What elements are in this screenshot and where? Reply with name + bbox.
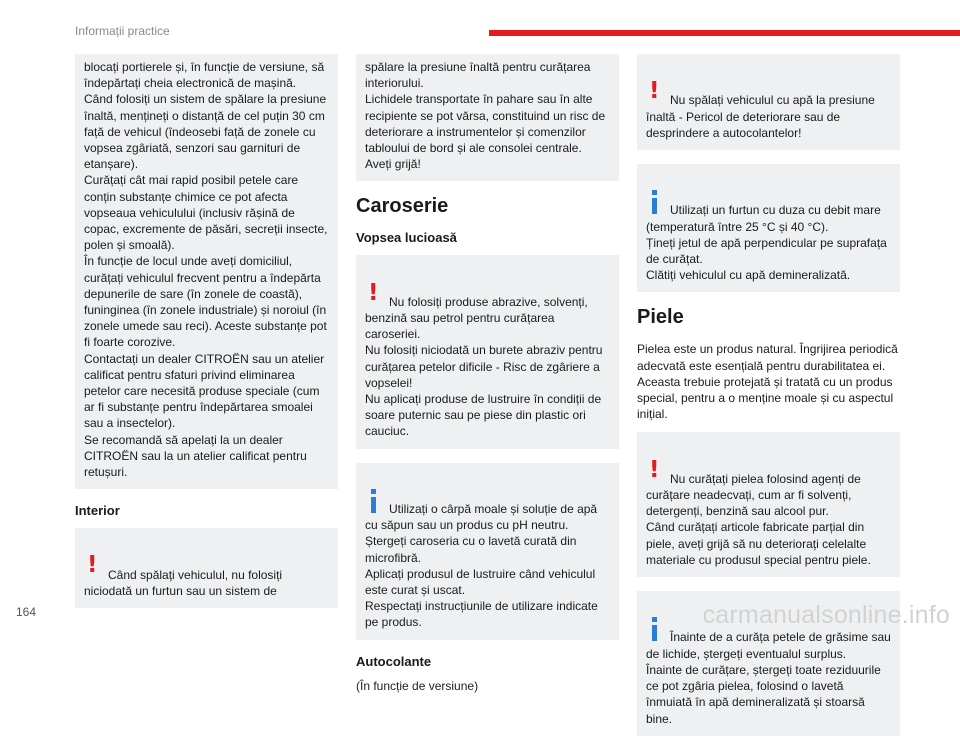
warning-icon: ! bbox=[649, 456, 660, 483]
section-title: Informații practice bbox=[75, 24, 170, 38]
warning-icon: ! bbox=[368, 279, 379, 306]
column-2 bbox=[356, 54, 619, 693]
watermark: carmanualsonline.info bbox=[702, 601, 950, 629]
piele-paragraph: Pielea este un produs natural. Îngrijirea periodică adecvată este esențială pentru durabilitatea ei. Aceasta trebuie protejată și tratată cu un produs special, pentru a o menține moale și cu aspectul inițial. bbox=[637, 342, 898, 422]
interior-warning-box bbox=[75, 528, 338, 608]
autocolante-info-text: Utilizați un furtun cu duza cu debit mare (temperatură între 25 °C și 40 °C). Țineți jetul de apă perpendicular pe suprafața de curățat. Clătiți vehiculul cu apă demineralizată. bbox=[646, 203, 887, 283]
vopsea-warning-text: Nu folosiți produse abrazive, solvenți, benzină sau petrol pentru curățarea caroseriei. Nu folosiți niciodată un burete abraziv pentru curățarea petelor dificile - Risc de zgâriere a vopselei! Nu aplicați produse de lustruire în condiții de soare puternic sau pe piese din plastic ori cauciuc. bbox=[365, 294, 603, 439]
caroserie-heading: Caroserie bbox=[356, 195, 449, 218]
interior-heading: Interior bbox=[75, 503, 120, 519]
column-1 bbox=[75, 54, 338, 622]
info-icon bbox=[646, 186, 670, 216]
autocolante-heading: Autocolante bbox=[356, 653, 432, 669]
info-icon bbox=[365, 485, 389, 515]
section-accent-bar bbox=[489, 30, 960, 36]
info-icon bbox=[646, 613, 670, 643]
piele-warning-text: Nu curățați pielea folosind agenți de curățare neadecvați, cum ar fi solvenți, detergenți, benzină sau alcool pur. Când curățați articole fabricate parțial din piele, aveți grijă să nu deteriorați celelalte materiale cu produsul special pentru piele. bbox=[646, 471, 871, 567]
continued-cleaning-notes: blocați portierele și, în funcție de versiune, să îndepărtați cheia electronică de mașină. Când folosiți un sistem de spălare la presiune înaltă, mențineți o distanță de cel puțin 30 cm față de vehicul (îndeosebi față de zonele cu vopsea zgâriată, senzori sau garnituri de etanșare). Curățați cât mai rapid posibil petele care conțin substanțe chimice ce pot afecta vopseaua vehiculului (inclusiv rășină de copac, excremente de păsări, secreții insecte, polen și smoală). În funcție de locul unde aveți domiciliul, curățați vehiculul frecvent pentru a îndepărta depunerile de sare (în zonele de coastă), funinginea (în zonele industriale) și noroiul (în zonele umede sau reci). Aceste substanțe pot fi foarte corozive. Contactați un dealer CITROËN sau un atelier calificat pentru sfaturi privind eliminarea petelor care necesită produse speciale (cum ar fi substanțe pentru îndepărtarea smoalei sau a insectelor). Se recomandă să apelați la un dealer CITROËN sau la un atelier calificat pentru retușuri. bbox=[75, 54, 338, 489]
interior-warning-text: Când spălați vehiculul, nu folosiți niciodată un furtun sau un sistem de bbox=[84, 567, 283, 598]
autocolante-warning-text: Nu spălați vehiculul cu apă la presiune înaltă - Pericol de deteriorare sau de desprindere a autocolantelor! bbox=[646, 93, 875, 140]
vopsea-warning-box bbox=[356, 255, 619, 448]
vopsea-info-text: Utilizați o cârpă moale și soluție de apă cu săpun sau un produs cu pH neutru. Ștergeți caroseria cu o lavetă curată din microfibră. Aplicați produsul de lustruire când vehiculul este curat și uscat. Respectați instrucțiunile de utilizare indicate pe produs. bbox=[365, 502, 598, 630]
autocolante-warning-box bbox=[637, 54, 900, 150]
piele-heading: Piele bbox=[637, 306, 684, 329]
autocolante-info-box bbox=[637, 164, 900, 292]
vopsea-heading: Vopsea lucioasă bbox=[356, 230, 457, 246]
warning-icon: ! bbox=[649, 78, 660, 105]
column-3 bbox=[637, 54, 900, 750]
warning-icon: ! bbox=[87, 552, 98, 579]
interior-continued-box: spălare la presiune înaltă pentru curățarea interiorului. Lichidele transportate în pahare sau în alte recipiente se pot vărsa, constituind un risc de deteriorare a instrumentelor și comenzilor tabloului de bord și ale consolei centrale. Aveți grijă! bbox=[356, 54, 619, 181]
vopsea-info-box bbox=[356, 463, 619, 640]
piele-warning-box bbox=[637, 432, 900, 577]
page-number: 164 bbox=[16, 605, 37, 619]
piele-info-text: Înainte de a curăța petele de grăsime sau de lichide, ștergeți eventualul surplus. Înainte de curățare, ștergeți toate reziduurile ce pot zgâria pielea, folosind o lavetă înmuiată în apă demineralizată și stoarsă bine. bbox=[646, 630, 891, 726]
autocolante-note: (În funcție de versiune) bbox=[356, 678, 479, 693]
